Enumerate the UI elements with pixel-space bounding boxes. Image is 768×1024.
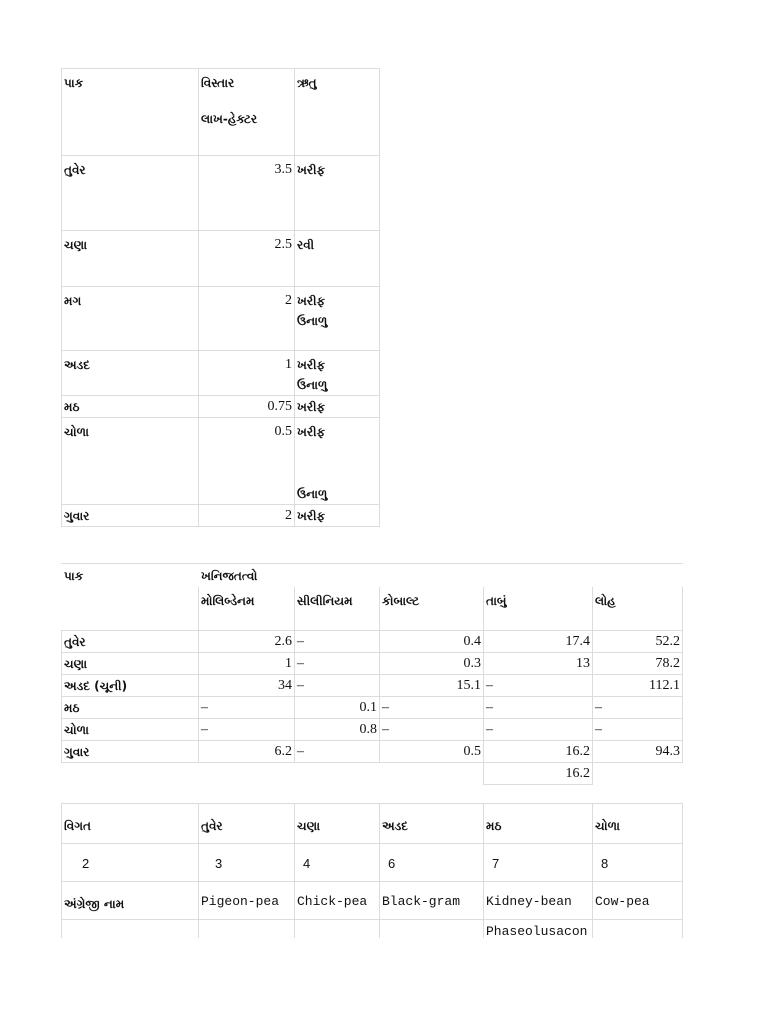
english-name-label: અંગ્રેજી નામ — [62, 882, 199, 920]
header-copper: તાબું — [484, 587, 593, 631]
english-name-cell: Pigeon-pea — [199, 882, 295, 920]
header-season: ઋતુ — [295, 69, 380, 156]
table-header-row — [62, 804, 683, 844]
header-tuver: તુવેર — [199, 804, 295, 844]
number-cell: 7 — [484, 844, 593, 882]
header-molybdenum: મોલિબ્ડેનમ — [199, 587, 295, 631]
header-selenium: સીલીનિયમ — [295, 587, 380, 631]
copper-cell: – — [484, 719, 593, 741]
scientific-name-cell: Phaseolusacon — [484, 920, 593, 939]
number-cell: 4 — [295, 844, 380, 882]
header-cobalt: કોબાલ્ટ — [380, 587, 484, 631]
season-cell: રવી — [295, 231, 380, 287]
iron-cell: 52.2 — [593, 631, 683, 653]
crop-cell: અડદ — [62, 351, 199, 396]
header-minerals: ખનિજતત્વો — [199, 564, 683, 587]
season-cell: ખરીફ — [295, 396, 380, 418]
english-name-cell: Black-gram — [380, 882, 484, 920]
selenium-cell: – — [295, 741, 380, 763]
area-cell: 1 — [199, 351, 295, 396]
crop-cell: તુવેર — [62, 631, 199, 653]
header-chola: ચોળા — [593, 804, 683, 844]
table-row — [62, 882, 683, 920]
crop-cell: ચોળા — [62, 719, 199, 741]
crop-cell: ગુવાર — [62, 505, 199, 527]
molybdenum-cell: – — [199, 719, 295, 741]
iron-cell: – — [593, 697, 683, 719]
partial-cell — [199, 920, 295, 939]
header-crop: પાક — [62, 564, 199, 587]
season-line1: ખરીફ — [297, 425, 326, 439]
header-crop: પાક — [62, 69, 199, 156]
header-chana: ચણા — [295, 804, 380, 844]
crop-cell: મઠ — [62, 697, 199, 719]
copper-cell: 17.4 — [484, 631, 593, 653]
iron-cell: 112.1 — [593, 675, 683, 697]
copper-cell: – — [484, 697, 593, 719]
season-line1: ખરીફ — [297, 358, 326, 372]
copper-cell: 16.2 — [484, 741, 593, 763]
header-detail: વિગત — [62, 804, 199, 844]
header-iron: લોહ — [593, 587, 683, 631]
copper-cell: – — [484, 675, 593, 697]
area-cell: 3.5 — [199, 156, 295, 231]
season-cell: ખરીફ — [295, 156, 380, 231]
cobalt-cell: – — [380, 697, 484, 719]
area-cell: 0.5 — [199, 418, 295, 505]
partial-cell — [62, 920, 199, 939]
crop-cell: તુવેર — [62, 156, 199, 231]
cobalt-cell: 15.1 — [380, 675, 484, 697]
crop-cell: ચણા — [62, 653, 199, 675]
selenium-cell: – — [295, 675, 380, 697]
english-name-cell: Kidney-bean — [484, 882, 593, 920]
english-name-cell: Cow-pea — [593, 882, 683, 920]
season-line2: ઉનાળુ — [297, 487, 328, 501]
number-cell: 2 — [62, 844, 199, 882]
iron-cell: 78.2 — [593, 653, 683, 675]
number-cell: 6 — [380, 844, 484, 882]
molybdenum-cell: 1 — [199, 653, 295, 675]
copper-cell: 13 — [484, 653, 593, 675]
crop-cell: ગુવાર — [62, 741, 199, 763]
iron-cell: – — [593, 719, 683, 741]
header-area-line1: વિસ્તાર — [201, 76, 235, 90]
number-cell: 8 — [593, 844, 683, 882]
area-cell: 2 — [199, 287, 295, 351]
molybdenum-cell: 6.2 — [199, 741, 295, 763]
season-cell: ખરીફ — [295, 505, 380, 527]
iron-cell: 94.3 — [593, 741, 683, 763]
area-cell: 2.5 — [199, 231, 295, 287]
english-name-cell: Chick-pea — [295, 882, 380, 920]
crop-cell: મઠ — [62, 396, 199, 418]
season-line2: ઉનાળુ — [297, 314, 328, 328]
cobalt-cell: 0.3 — [380, 653, 484, 675]
number-cell: 3 — [199, 844, 295, 882]
selenium-cell: – — [295, 631, 380, 653]
partial-cell — [380, 920, 484, 939]
area-cell: 2 — [199, 505, 295, 527]
partial-cell — [593, 920, 683, 939]
crop-cell: ચણા — [62, 231, 199, 287]
crop-cell: મગ — [62, 287, 199, 351]
header-area-line2: લાખ-હેક્ટર — [201, 112, 258, 126]
cobalt-cell: 0.4 — [380, 631, 484, 653]
table-row — [62, 920, 683, 939]
molybdenum-cell: 34 — [199, 675, 295, 697]
extra-copper-cell: 16.2 — [484, 763, 593, 785]
crop-names-table — [61, 803, 683, 938]
cobalt-cell: 0.5 — [380, 741, 484, 763]
table-row — [62, 844, 683, 882]
cobalt-cell: – — [380, 719, 484, 741]
molybdenum-cell: – — [199, 697, 295, 719]
partial-cell — [295, 920, 380, 939]
header-math: મઠ — [484, 804, 593, 844]
season-line1: ખરીફ — [297, 294, 326, 308]
selenium-cell: 0.8 — [295, 719, 380, 741]
season-line2: ઉનાળુ — [297, 378, 328, 392]
area-cell: 0.75 — [199, 396, 295, 418]
selenium-cell: 0.1 — [295, 697, 380, 719]
header-adad: અડદ — [380, 804, 484, 844]
molybdenum-cell: 2.6 — [199, 631, 295, 653]
selenium-cell: – — [295, 653, 380, 675]
crop-cell: અડદ (ચૂની) — [62, 675, 199, 697]
crop-cell: ચોળા — [62, 418, 199, 505]
